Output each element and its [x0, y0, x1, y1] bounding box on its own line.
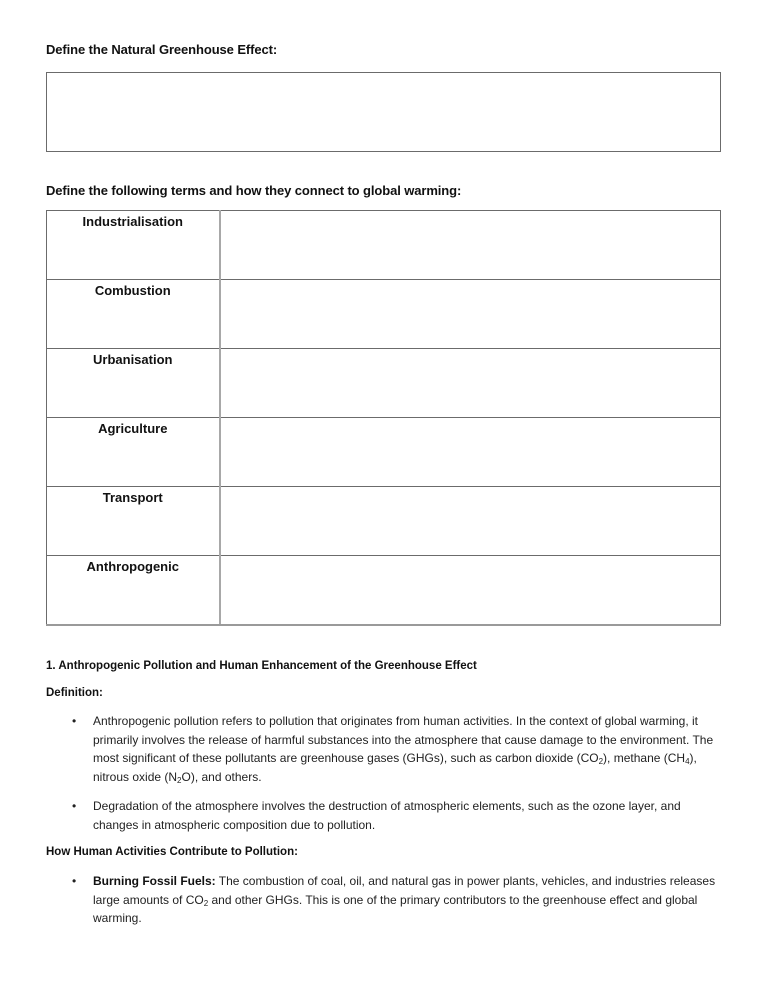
- term-label-combustion: Combustion: [47, 280, 220, 349]
- term-answer-combustion[interactable]: [220, 280, 721, 349]
- term-answer-agriculture[interactable]: [220, 418, 721, 487]
- table-row: [47, 487, 721, 556]
- list-item: • Anthropogenic pollution refers to pollution that originates from human activities. In the context of global warming, it primarily involves the release of harmful substances into the atmosphere that cause damage to the environment. The most significant of these pollutants are greenhouse gases (GHGs), such as carbon dioxide $(CO_2)$, methane $(CH_4)$, nitrous oxide $(N_2O)$, and others.: [72, 714, 714, 785]
- table-row: [47, 349, 721, 418]
- term-label-anthropogenic: Anthropogenic: [47, 556, 220, 625]
- natural-greenhouse-heading: Define the Natural Greenhouse Effect:: [46, 42, 278, 57]
- term-label-industrialisation: Industrialisation: [47, 211, 220, 280]
- list-item: • Degradation of the atmosphere involves the destruction of atmospheric elements, such as the ozone layer, and changes in atmospheric composition due to pollution.: [72, 799, 681, 832]
- contribute-label: How Human Activities Contribute to Pollution:: [46, 846, 298, 858]
- term-label-urbanisation: Urbanisation: [47, 349, 220, 418]
- table-row: [47, 556, 721, 625]
- term-label-transport: Transport: [47, 487, 220, 556]
- contribute-list: [46, 872, 726, 928]
- list-item: • Burning Fossil Fuels: The combustion of coal, oil, and natural gas in power plants, vehicles, and industries releases large amounts of $CO_2$ and other GHGs. This is one of the primary contributors to the greenhouse effect and global warming.: [72, 874, 716, 925]
- term-answer-industrialisation[interactable]: [220, 211, 721, 280]
- definition-list: [46, 712, 726, 834]
- bullet-icon: •: [72, 874, 77, 888]
- table-row: [47, 211, 721, 280]
- term-answer-anthropogenic[interactable]: [220, 556, 721, 625]
- section-1-title: 1. Anthropogenic Pollution and Human Enhancement of the Greenhouse Effect: [46, 660, 477, 672]
- terms-table: [46, 210, 721, 626]
- definition-label: Definition:: [46, 687, 103, 699]
- term-answer-transport[interactable]: [220, 487, 721, 556]
- term-label-agriculture: Agriculture: [47, 418, 220, 487]
- table-row: [47, 280, 721, 349]
- table-row: [47, 418, 721, 487]
- bullet-icon: •: [72, 799, 77, 813]
- bullet-icon: •: [72, 714, 77, 728]
- natural-greenhouse-answer-box[interactable]: [46, 72, 721, 152]
- term-answer-urbanisation[interactable]: [220, 349, 721, 418]
- terms-heading: Define the following terms and how they connect to global warming:: [46, 183, 462, 198]
